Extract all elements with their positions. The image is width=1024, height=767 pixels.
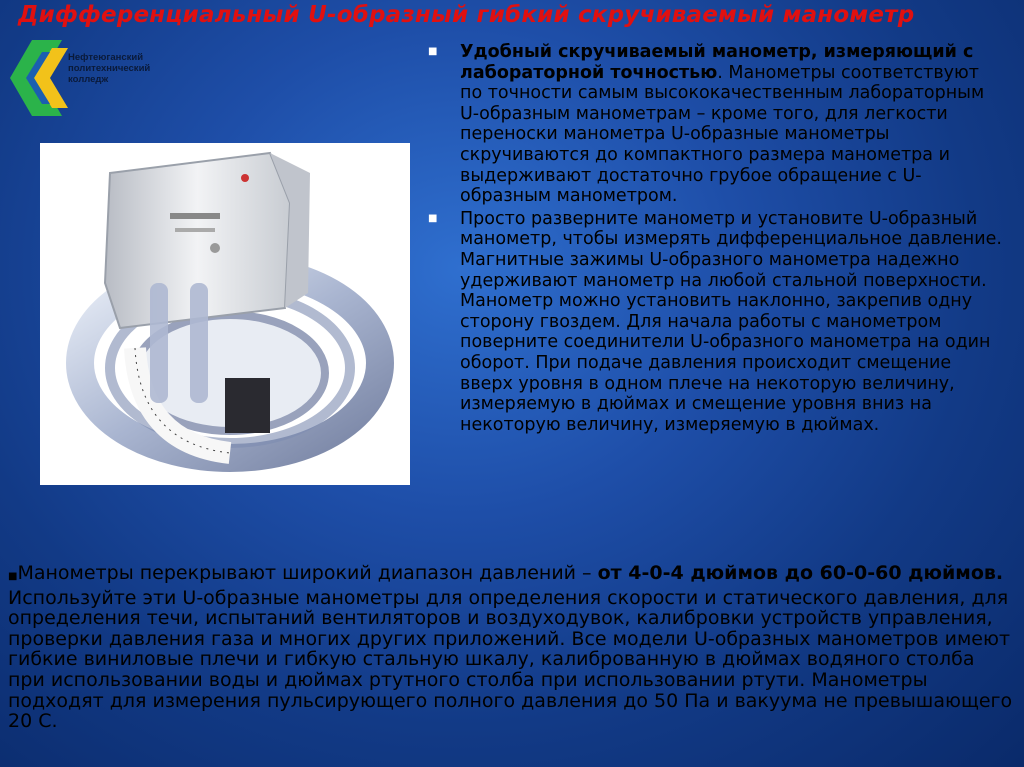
bottom-text-pre: Манометры перекрывают широкий диапазон давлений – bbox=[17, 562, 598, 584]
bullet-text: . Манометры соответствуют по точности самым высококачественным лабораторным U-образным манометрам – кроме того, для легкости переноски манометра U-образные манометры скручиваются до компактного размера манометра и выдерживают достаточно грубое обращение с U-образным манометром. bbox=[460, 62, 985, 207]
bullet-square-icon: ■ bbox=[428, 46, 438, 57]
bottom-text-bold: от 4-0-4 дюймов до 60-0-60 дюймов. bbox=[597, 562, 1004, 584]
logo-line: политехнический bbox=[68, 63, 151, 74]
bullet-square-icon: ■ bbox=[428, 212, 438, 224]
bullet-text: Просто разверните манометр и установите U-образный манометр, чтобы измерять дифференциальное давление. Магнитные зажимы U-образного манометра надежно удерживают манометр на любой стальной поверхности. Манометр можно установить наклонно, закрепив одну сторону гвоздем. Для начала работы с манометром поверните соединители U-образного манометра на один оборот. При подаче давления происходит смещение вверх уровня в одном плече на некоторую величину, измеряемую в дюймах и смещение уровня вниз на некоторую величину, измеряемую в дюймах. bbox=[460, 208, 1002, 435]
logo-line: колледж bbox=[68, 74, 109, 85]
logo-caption bbox=[68, 52, 198, 85]
bullet-item bbox=[428, 42, 1003, 207]
slide-title: Дифференциальный U-образный гибкий скручиваемый манометр bbox=[18, 2, 915, 28]
bullet-bold-text: Удобный скручиваемый манометр, измеряющий с лабораторной точностью bbox=[460, 42, 974, 83]
manometer-illustration bbox=[40, 143, 410, 485]
manometer-photo bbox=[40, 143, 410, 485]
bottom-paragraph bbox=[8, 563, 1013, 732]
logo-line: Нефтеюганский bbox=[68, 52, 144, 63]
bottom-text-post: Используйте эти U-образные манометры для определения скорости и статического давления, для определения течи, испытаний вентиляторов и воздуходувок, калибровки устройств управления, проверки давления газа и многих других приложений. Все модели U-образных манометров имеют гибкие виниловые плечи и гибкую стальную шкалу, калиброванную в дюймах водяного столба при использовании воды и дюймах ртутного столба при использовании ртути. Манометры подходят для измерения пульсирующего полного давления до 50 Па и вакуума не превышающего 20 С. bbox=[8, 586, 1013, 733]
bullet-item bbox=[428, 209, 1003, 436]
bullet-square-icon: ■ bbox=[8, 571, 18, 582]
bullet-list bbox=[428, 42, 1003, 437]
